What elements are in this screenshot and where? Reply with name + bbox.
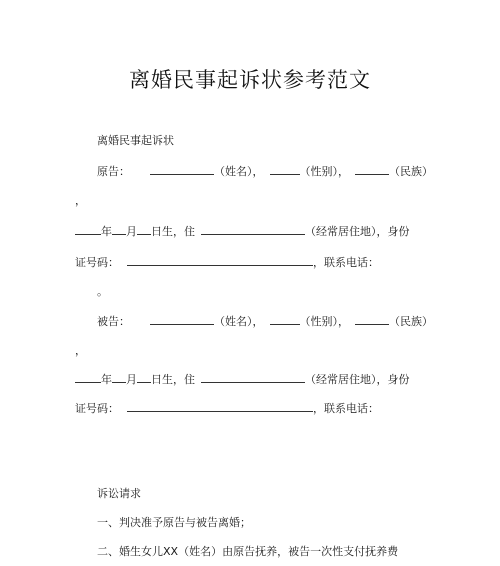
gender-field-label: （性别），	[299, 165, 349, 178]
year-label: 年	[101, 373, 112, 386]
defendant-line	[97, 313, 433, 329]
period-line: 。	[97, 285, 108, 298]
plaintiff-label: 原告：	[97, 165, 130, 178]
claim-item-1: 一、判决准予原告与被告离婚；	[97, 516, 251, 529]
id-phone-line	[75, 400, 379, 416]
document-title: 离婚民事起诉状参考范文	[129, 68, 371, 92]
comma-line: ，	[75, 194, 86, 207]
residence-field-label: （经常居住地），身份	[305, 225, 410, 238]
month-label: 月	[126, 373, 137, 386]
name-field-label: （姓名），	[214, 315, 264, 328]
day-blank[interactable]	[137, 371, 151, 383]
name-blank[interactable]	[150, 313, 214, 325]
gender-blank[interactable]	[270, 313, 300, 325]
residence-field-label: （经常居住地），身份	[305, 373, 410, 386]
birth-live-label: 日生，住	[151, 373, 195, 386]
defendant-label: 被告：	[97, 315, 130, 328]
id-label: 证号码：	[75, 402, 119, 415]
id-label: 证号码：	[75, 256, 119, 269]
ethnicity-blank[interactable]	[355, 313, 389, 325]
birth-live-label: 日生，住	[151, 225, 195, 238]
ethnicity-field-label: （民族）	[389, 315, 433, 328]
birth-residence-line	[75, 371, 410, 387]
month-blank[interactable]	[112, 371, 126, 383]
residence-blank[interactable]	[201, 223, 305, 235]
residence-blank[interactable]	[201, 371, 305, 383]
gender-blank[interactable]	[270, 163, 300, 175]
day-blank[interactable]	[137, 223, 151, 235]
id-phone-line	[75, 254, 379, 270]
month-label: 月	[126, 225, 137, 238]
phone-label: ，联系电话：	[313, 402, 379, 415]
year-label: 年	[101, 225, 112, 238]
comma-line: ，	[75, 344, 86, 357]
ethnicity-blank[interactable]	[355, 163, 389, 175]
ethnicity-field-label: （民族）	[389, 165, 433, 178]
name-blank[interactable]	[150, 163, 214, 175]
phone-label: ，联系电话：	[313, 256, 379, 269]
id-blank[interactable]	[127, 400, 313, 412]
year-blank[interactable]	[75, 371, 101, 383]
document-heading: 离婚民事起诉状	[97, 134, 174, 147]
name-field-label: （姓名），	[214, 165, 264, 178]
gender-field-label: （性别），	[299, 315, 349, 328]
id-blank[interactable]	[127, 254, 313, 266]
plaintiff-line	[97, 163, 433, 179]
year-blank[interactable]	[75, 223, 101, 235]
birth-residence-line	[75, 223, 410, 239]
claims-heading: 诉讼请求	[97, 487, 141, 500]
claim-item-2: 二、婚生女儿XX（姓名）由原告抚养，被告一次性支付抚养费	[97, 545, 399, 558]
month-blank[interactable]	[112, 223, 126, 235]
